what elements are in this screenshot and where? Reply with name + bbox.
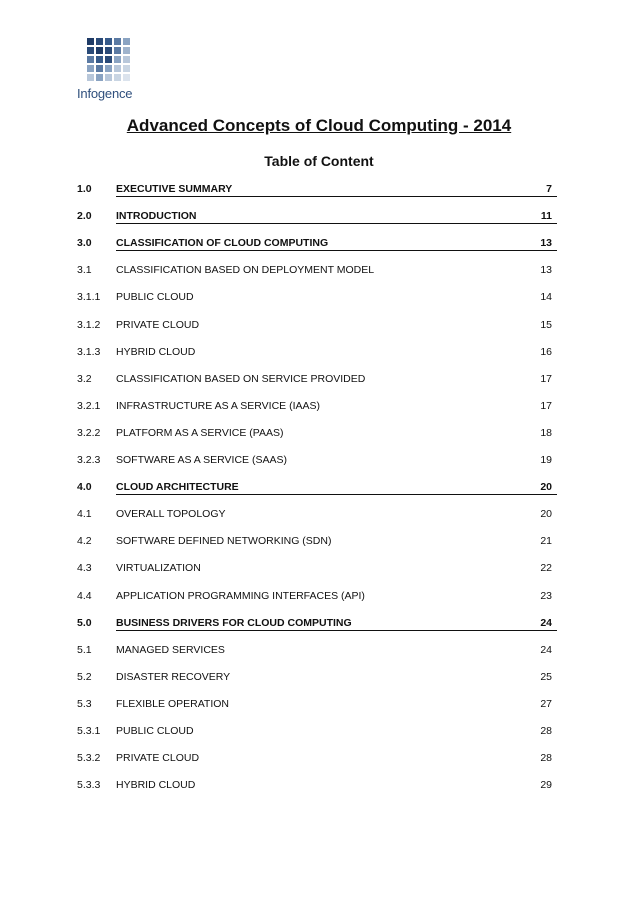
toc-entry-label: SOFTWARE DEFINED NETWORKING (SDN) [116,535,332,548]
toc-entry-underline [116,630,557,631]
toc-entry-label: APPLICATION PROGRAMMING INTERFACES (API) [116,589,365,602]
toc-entry-page: 17 [540,372,552,385]
toc-entry[interactable] [77,288,557,306]
toc-entry-number: 5.3 [77,697,92,710]
toc-entry[interactable] [77,207,557,225]
toc-entry-label: FLEXIBLE OPERATION [116,697,230,710]
toc-entry-underline [116,250,557,251]
document-title: Advanced Concepts of Cloud Computing - 2014 [126,116,512,135]
toc-entry-page: 20 [540,508,552,521]
toc-entry-number: 5.1 [77,643,92,656]
toc-entry-label: HYBRID CLOUD [116,779,196,792]
toc-entry-label: DISASTER RECOVERY [116,670,231,683]
toc-entry-page: 17 [540,399,552,412]
toc-entry-page: 13 [540,264,552,277]
toc-entry-label: PRIVATE CLOUD [116,318,200,331]
toc-entry-number: 5.3.1 [77,725,101,737]
toc-entry-number: 5.2 [77,670,92,683]
toc-entry-label: CLASSIFICATION BASED ON DEPLOYMENT MODEL [116,264,375,277]
toc-entry[interactable] [77,505,557,523]
toc-entry-page: 7 [546,183,552,195]
toc-entry-page: 24 [540,616,552,629]
toc-entry-label: EXECUTIVE SUMMARY [116,183,233,195]
toc-entry-page: 21 [540,535,552,548]
toc-entry-number: 5.0 [77,616,92,629]
toc-entry[interactable] [77,695,557,713]
toc-entry-number: 2.0 [77,210,92,223]
toc-entry-number: 3.0 [77,237,92,250]
toc-entry[interactable] [77,559,557,577]
toc-entry-number: 3.2.1 [77,399,101,412]
toc-entry-label: PLATFORM AS A SERVICE (PAAS) [116,426,284,439]
toc-entry-label: HYBRID CLOUD [116,345,196,358]
toc-entry-label: PUBLIC CLOUD [116,725,194,737]
toc-entry[interactable] [77,397,557,415]
toc-entry-number: 4.4 [77,589,92,602]
toc-entry-page: 25 [540,670,552,683]
toc-entry-number: 4.2 [77,535,92,548]
toc-entry-number: 1.0 [77,183,92,195]
toc-entry-label: CLASSIFICATION BASED ON SERVICE PROVIDED [116,372,366,385]
toc-entry-page: 15 [540,318,552,331]
toc-entry-page: 28 [540,725,552,737]
toc-entry-label: INTRODUCTION [116,210,197,223]
toc-entry-number: 3.1.2 [77,318,101,331]
toc-entry[interactable] [77,641,557,659]
toc-entry[interactable] [77,776,557,794]
toc-entry[interactable] [77,668,557,686]
toc-entry[interactable] [77,451,557,469]
toc-entry-number: 3.1 [77,264,92,277]
toc-entry-number: 4.3 [77,562,92,575]
toc-entry-page: 28 [540,752,552,765]
toc-heading: Table of Content [264,153,374,169]
toc-entry-number: 3.2.2 [77,426,101,439]
toc-entry-page: 27 [540,697,552,710]
toc-entry-label: CLASSIFICATION OF CLOUD COMPUTING [116,237,329,250]
toc-entry-label: PUBLIC CLOUD [116,291,194,304]
toc-entry-page: 16 [540,345,552,358]
toc-entry-page: 23 [540,589,552,602]
toc-entry-page: 11 [540,210,552,223]
toc-entry-page: 20 [540,481,552,494]
logo-grid-icon [87,38,137,84]
toc-entry-label: OVERALL TOPOLOGY [116,508,226,521]
toc-entry-label: PRIVATE CLOUD [116,752,200,765]
toc-entry[interactable] [77,478,557,496]
toc-entry[interactable] [77,370,557,388]
toc-entry-number: 3.2.3 [77,454,101,466]
toc-entry-page: 13 [540,237,552,250]
toc-entry-number: 3.1.1 [77,291,101,304]
toc-entry-number: 3.2 [77,372,92,385]
toc-entry[interactable] [77,587,557,605]
toc-entry-number: 5.3.2 [77,752,101,765]
toc-entry[interactable] [77,343,557,361]
toc-entry-page: 29 [540,779,552,792]
toc-entry-label: SOFTWARE AS A SERVICE (SAAS) [116,454,287,466]
toc-entry-page: 22 [540,562,552,575]
toc-entry-label: VIRTUALIZATION [116,562,201,575]
toc-entry[interactable] [77,722,557,740]
toc-entry[interactable] [77,261,557,279]
toc-entry-underline [116,223,557,224]
toc-entry[interactable] [77,316,557,334]
toc-entry-page: 14 [540,291,552,304]
toc-entry-number: 5.3.3 [77,779,101,792]
toc-entry-page: 18 [540,426,552,439]
toc-entry[interactable] [77,234,557,252]
toc-entry[interactable] [77,180,557,198]
toc-entry-label: CLOUD ARCHITECTURE [116,481,239,494]
toc-entry-number: 4.1 [77,508,92,521]
toc-entry-number: 4.0 [77,481,92,494]
toc-entry-page: 24 [540,643,552,656]
toc-entry[interactable] [77,749,557,767]
toc-entry-number: 3.1.3 [77,345,101,358]
toc-entry-label: INFRASTRUCTURE AS A SERVICE (IAAS) [116,399,321,412]
toc-entry[interactable] [77,614,557,632]
toc-entry-label: BUSINESS DRIVERS FOR CLOUD COMPUTING [116,616,352,629]
toc-entry-underline [116,196,557,197]
toc-entry-label: MANAGED SERVICES [116,643,225,656]
logo-text: Infogence [77,86,133,101]
toc-entry-page: 19 [540,454,552,466]
toc-entry[interactable] [77,424,557,442]
toc-entry-underline [116,494,557,495]
toc-entry[interactable] [77,532,557,550]
